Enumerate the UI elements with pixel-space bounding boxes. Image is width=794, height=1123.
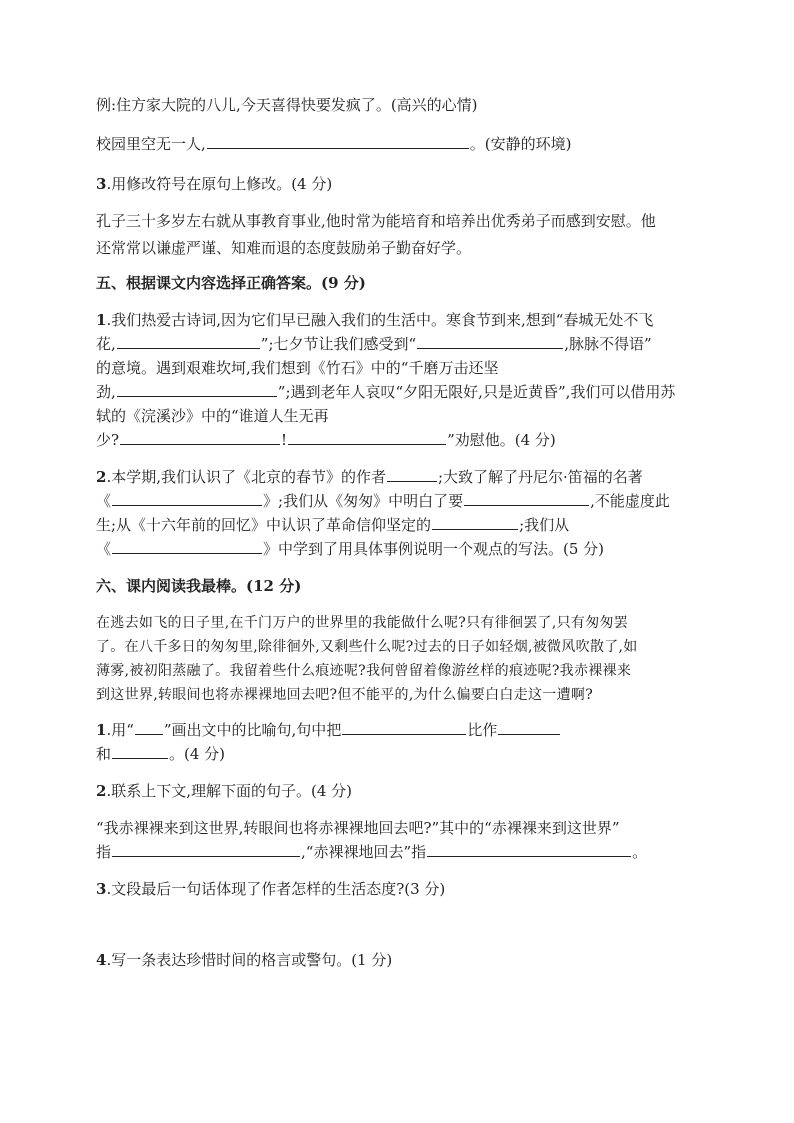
- text: ,不能虚度此: [590, 492, 670, 510]
- question-number: 3: [96, 880, 107, 898]
- answer-blank[interactable]: [112, 538, 262, 554]
- text: 指: [96, 843, 112, 861]
- s6-q2-heading: [96, 780, 352, 802]
- s6-q3-heading: [96, 878, 445, 900]
- text: 的意境。遇到艰难坎坷,我们想到《竹石》中的“千磨万击还坚: [96, 359, 499, 377]
- text: ”;遇到老年人哀叹“夕阳无限好,只是近黄昏”,我们可以借用苏: [277, 383, 676, 401]
- s5-q1-line-4: [96, 381, 675, 403]
- s6-q1-line-1: [96, 719, 561, 741]
- text: 劲,: [96, 383, 116, 401]
- text: “我赤裸裸来到这世界,转眼间也将赤裸裸地回去吧?”其中的“赤裸裸来到这世界”: [96, 819, 620, 837]
- s5-q1-line-1: [96, 309, 653, 331]
- exercise-text-start: 校园里空无一人,: [96, 135, 206, 153]
- s6-q2-line-2: [96, 817, 620, 839]
- s6-q2-line-3: [96, 841, 647, 863]
- underline-sample: [135, 719, 163, 735]
- answer-blank[interactable]: [117, 381, 277, 397]
- question-number: 2: [96, 468, 107, 486]
- example-sentence: [96, 94, 478, 116]
- answer-blank[interactable]: [288, 429, 446, 445]
- s5-q1-line-2: [96, 333, 652, 355]
- answer-blank[interactable]: [207, 133, 469, 149]
- text: .本学期,我们认识了《北京的春节》的作者: [106, 468, 386, 486]
- revision-line-1: [96, 210, 656, 232]
- answer-blank[interactable]: [112, 841, 300, 857]
- text: ”;七夕节让我们感受到“: [260, 335, 417, 353]
- text: ,“赤裸裸地回去”指: [301, 843, 427, 861]
- answer-blank[interactable]: [464, 490, 589, 506]
- s5-q2-line-1: [96, 466, 643, 488]
- question-number: 1: [96, 721, 107, 739]
- text: 少?: [96, 431, 120, 449]
- answer-blank[interactable]: [427, 841, 631, 857]
- exercise-sentence: [96, 133, 572, 155]
- question-number: 2: [96, 782, 107, 800]
- section-title: 六、课内阅读我最棒。(12 分): [96, 577, 302, 595]
- section-5-heading: [96, 272, 366, 294]
- text: .用“: [106, 721, 134, 739]
- question-text: .文段最后一句话体现了作者怎样的生活态度?(3 分): [106, 880, 446, 898]
- question-text: .写一条表达珍惜时间的格言或警句。(1 分): [106, 951, 393, 969]
- question-text: .用修改符号在原句上修改。(4 分): [106, 175, 333, 193]
- question-number: 4: [96, 951, 107, 969]
- reading-passage-line-1: [96, 612, 628, 634]
- question-number: 3: [96, 175, 107, 193]
- text: 。(4 分): [169, 745, 226, 763]
- section-6-heading: [96, 575, 301, 597]
- text: 和: [96, 745, 112, 763]
- s5-q2-line-2: [96, 490, 670, 512]
- answer-blank[interactable]: [417, 333, 563, 349]
- question-text: .联系上下文,理解下面的句子。(4 分): [106, 782, 352, 800]
- answer-blank[interactable]: [498, 719, 560, 735]
- s5-q2-line-4: [96, 538, 604, 560]
- question-text: .我们热爱古诗词,因为它们早已融入我们的生活中。寒食节到来,想到“春城无处不飞: [106, 311, 654, 329]
- text: 比作: [467, 721, 498, 739]
- revision-text: 还常常以谦虚严谨、知难而退的态度鼓励弟子勤奋好学。: [96, 239, 472, 257]
- exercise-hint: 。(安静的环境): [469, 135, 572, 153]
- passage-text: 薄雾,被初阳蒸融了。我留着些什么痕迹呢?我何曾留着像游丝样的痕迹呢?我赤裸裸来: [96, 663, 632, 679]
- text: 轼的《浣溪沙》中的“谁道人生无再: [96, 407, 329, 425]
- text: 。: [632, 843, 648, 861]
- answer-blank[interactable]: [432, 514, 518, 530]
- question-3-heading: [96, 173, 332, 195]
- section-title: 五、根据课文内容选择正确答案。(9 分): [96, 274, 366, 292]
- text: ”画出文中的比喻句,句中把: [163, 721, 342, 739]
- answer-blank[interactable]: [120, 429, 280, 445]
- text: ,脉脉不得语”: [564, 335, 652, 353]
- text: 《: [96, 492, 112, 510]
- reading-passage-line-2: [96, 636, 638, 658]
- s5-q2-line-3: [96, 514, 569, 536]
- s6-q1-line-2: [96, 743, 225, 765]
- passage-text: 在逃去如飞的日子里,在千门万户的世界里的我能做什么呢?只有徘徊罢了,只有匆匆罢: [96, 615, 629, 631]
- text: 《: [96, 540, 112, 558]
- answer-blank[interactable]: [342, 719, 466, 735]
- passage-text: 到这世界,转眼间也将赤裸裸地回去吧?但不能平的,为什么偏要白白走这一遭啊?: [96, 687, 594, 703]
- revision-line-2: [96, 237, 471, 259]
- reading-passage-line-3: [96, 660, 631, 682]
- text: ”劝慰他。(4 分): [447, 431, 556, 449]
- text: ;我们从: [519, 516, 570, 534]
- answer-blank[interactable]: [112, 490, 262, 506]
- example-text: 例:住方家大院的八儿,今天喜得快要发疯了。(高兴的心情): [96, 96, 478, 114]
- answer-blank[interactable]: [117, 333, 260, 349]
- text: 》;我们从《匆匆》中明白了要: [263, 492, 464, 510]
- s5-q1-line-5: [96, 405, 329, 427]
- text: 花,: [96, 335, 116, 353]
- s5-q1-line-3: [96, 357, 498, 379]
- text: 生;从《十六年前的回忆》中认识了革命信仰坚定的: [96, 516, 432, 534]
- passage-text: 了。在八千多日的匆匆里,除徘徊外,又剩些什么呢?过去的日子如轻烟,被微风吹散了,如: [96, 639, 638, 655]
- s5-q1-line-6: [96, 429, 556, 451]
- question-number: 1: [96, 311, 107, 329]
- text: !: [281, 431, 288, 449]
- reading-passage-line-4: [96, 684, 593, 706]
- text: ;大致了解了丹尼尔·笛福的名著: [437, 468, 643, 486]
- revision-text: 孔子三十多岁左右就从事教育事业,他时常为能培育和培养出优秀弟子而感到安慰。他: [96, 212, 656, 230]
- text: 》中学到了用具体事例说明一个观点的写法。(5 分): [263, 540, 605, 558]
- s6-q4-heading: [96, 949, 392, 971]
- answer-blank[interactable]: [112, 743, 168, 759]
- answer-blank[interactable]: [387, 466, 437, 482]
